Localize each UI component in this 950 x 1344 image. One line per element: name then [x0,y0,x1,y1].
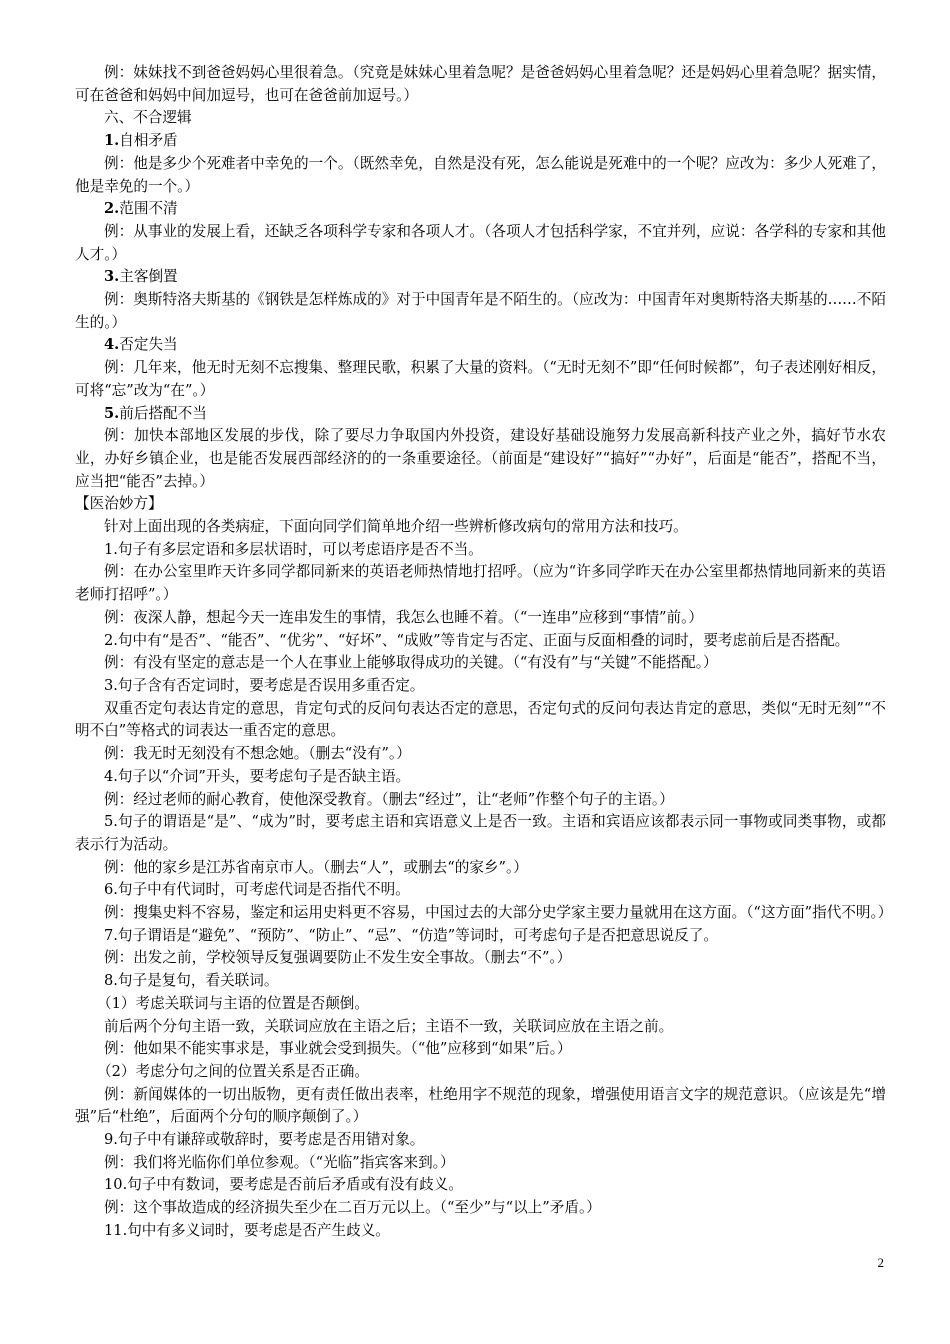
paragraph [75,652,886,675]
paragraph-text: 例：他的家乡是江苏省南京市人。（删去“人”，或删去“的家乡”。） [104,858,528,876]
paragraph [75,493,886,516]
paragraph [75,675,886,698]
paragraph-text: 前后两个分句主语一致，关联词应放在主语之后；主语不一致，关联词应放在主语之前。 [104,1017,674,1035]
paragraph-text: 例：出发之前，学校领导反复强调要防止不发生安全事故。（删去“不”。） [104,949,572,967]
section-heading [75,403,886,426]
paragraph-text: 例：这个事故造成的经济损失至少在二百万元以上。（“至少”与“以上”矛盾。） [104,1199,601,1217]
paragraph-text: 例：新闻媒体的一切出版物，更有责任做出表率，杜绝用字不规范的现象，增强使用语言文字的规范意识。（应该是先“增强”后“杜绝”，后面两个分句的顺序颠倒了。） [75,1085,886,1126]
paragraph [75,789,886,812]
paragraph [75,698,886,743]
page-number: 2 [877,1255,884,1270]
paragraph [75,357,886,402]
paragraph-text: 7.句子谓语是“避免”、“预防”、“防止”、“忌”、“仿造”等词时，可考虑句子是否把意思说反了。 [104,926,718,944]
paragraph-text: （2）考虑分句之间的位置关系是否正确。 [97,1062,369,1080]
paragraph-text: 5.句子的谓语是“是”、“成为”时，要考虑主语和宾语意义上是否一致。主语和宾语应该都表示同一事物或同类事物，或都表示行为活动。 [75,813,886,853]
paragraph [75,766,886,789]
section-heading [75,198,886,221]
paragraph [75,1129,886,1152]
paragraph [75,1220,886,1243]
paragraph-text: 例：有没有坚定的意志是一个人在事业上能够取得成功的关键。（“有没有”与“关键”不能搭配。） [104,654,718,672]
paragraph [75,902,893,925]
paragraph [75,539,886,562]
heading-number: 5. [104,404,120,422]
paragraph-text: 【医治妙方】 [75,495,163,513]
paragraph [75,221,886,266]
paragraph-text: 主客倒置 [119,268,178,286]
paragraph-text: 例：夜深人静，想起今天一连串发生的事情，我怎么也睡不着。（“一连串”应移到“事情”前。） [104,608,703,626]
paragraph-text: 3.句子含有否定词时，要考虑是否误用多重否定。 [104,676,425,694]
paragraph-text: 前后搭配不当 [119,404,207,422]
paragraph [75,107,886,130]
paragraph [75,1174,886,1197]
paragraph [75,811,886,856]
paragraph-text: 自相矛盾 [119,132,178,150]
paragraph [75,289,886,334]
paragraph-text: 针对上面出现的各类病症，下面向同学们简单地介绍一些辨析修改病句的常用方法和技巧。 [104,518,688,536]
paragraph-text: 例：奥斯特洛夫斯基的《钢铁是怎样炼成的》对于中国青年是不陌生的。（应改为：中国青年对奥斯特洛夫斯基的……不陌生的。） [75,291,886,331]
paragraph-text: 例：我无时无刻没有不想念她。（删去“没有”。） [104,745,411,763]
paragraph-text: （1）考虑关联词与主语的位置是否颠倒。 [97,994,369,1012]
paragraph-text: 例：经过老师的耐心教育，使他深受教育。（删去“经过”，让“老师”作整个句子的主语。） [104,790,674,808]
paragraph-text: 4.句子以“介词”开头，要考虑句子是否缺主语。 [104,767,411,785]
paragraph-text: 2.句中有“是否”、“能否”、“优劣”、“好坏”、“成败”等肯定与否定、正面与反面相叠的词时，要考虑前后是否搭配。 [104,631,850,649]
paragraph [75,857,886,880]
section-heading [75,130,886,153]
paragraph-text: 六、不合逻辑 [104,109,192,127]
paragraph-text: 否定失当 [119,336,178,354]
paragraph [75,743,886,766]
paragraph [75,630,886,653]
paragraph [75,1152,886,1175]
paragraph [75,62,886,107]
paragraph-text: 11.句中有多义词时，要考虑是否产生歧义。 [104,1221,390,1239]
heading-number: 1. [104,132,120,150]
paragraph [75,516,886,539]
heading-number: 3. [104,268,120,286]
paragraph-text: 10.句子中有数词，要考虑是否前后矛盾或有没有歧义。 [104,1176,463,1194]
document-body [75,62,893,1243]
section-heading [75,266,886,289]
paragraph-text: 例：他如果不能实事求是，事业就会受到损失。（“他”应移到“如果”后。） [104,1040,572,1058]
paragraph [75,993,886,1016]
heading-number: 4. [104,336,120,354]
paragraph [75,970,886,993]
paragraph-text: 8.句子是复句，看关联词。 [104,972,279,990]
paragraph-text: 例：在办公室里昨天许多同学都同新来的英语老师热情地打招呼。（应为“许多同学昨天在办公室里都热情地同新来的英语老师打招呼”。） [75,563,886,604]
paragraph [75,561,886,606]
paragraph-text: 例：加快本部地区发展的步伐，除了要尽力争取国内外投资，建设好基础设施努力发展高新科技产业之外，搞好节水农业，办好乡镇企业，也是能否发展西部经济的的一条重要途径。（前面是“建设好”“搞好”“办好”，后面是“能否”，搭配不当，应当把“能否”去掉。） [75,427,886,490]
paragraph [75,1016,886,1039]
section-heading [75,334,886,357]
paragraph [75,1038,886,1061]
paragraph-text: 范围不清 [119,200,178,218]
paragraph-text: 9.句子中有谦辞或敬辞时，要考虑是否用错对象。 [104,1131,425,1149]
paragraph-text: 例：他是多少个死难者中幸免的一个。（既然幸免，自然是没有死，怎么能说是死难中的一个呢？应改为：多少人死难了，他是幸免的一个。） [75,154,886,195]
paragraph-text: 6.句子中有代词时，可考虑代词是否指代不明。 [104,881,410,899]
paragraph-text: 例：妹妹找不到爸爸妈妈心里很着急。（究竟是妹妹心里着急呢？是爸爸妈妈心里着急呢？还是妈妈心里着急呢？据实情，可在爸爸和妈妈中间加逗号，也可在爸爸前加逗号。） [75,64,886,104]
paragraph [75,153,886,198]
paragraph [75,425,886,493]
paragraph-text: 1.句子有多层定语和多层状语时，可以考虑语序是否不当。 [104,540,483,558]
paragraph [75,1061,886,1084]
paragraph-text: 例：从事业的发展上看，还缺乏各项科学专家和各项人才。（各项人才包括科学家，不宜并列，应说：各学科的专家和其他人才。） [75,222,886,263]
paragraph-text: 例：我们将光临你们单位参观。（“光临”指宾客来到。） [104,1153,455,1171]
paragraph [75,879,886,902]
heading-number: 2. [104,200,120,218]
paragraph [75,925,886,948]
paragraph [75,947,886,970]
paragraph-text: 例：几年来，他无时无刻不忘搜集、整理民歌，积累了大量的资料。（“无时无刻不”即“任何时候都”，句子表述刚好相反，可将“忘”改为“在”。） [75,359,886,399]
paragraph-text: 双重否定句表达肯定的意思，肯定句式的反问句表达否定的意思，否定句式的反问句表达肯定的意思，类似“无时无刻”“不明不白”等格式的词表达一重否定的意思。 [75,699,886,740]
paragraph [75,607,886,630]
paragraph-text: 例：搜集史料不容易，鉴定和运用史料更不容易，中国过去的大部分史学家主要力量就用在这方面。（“这方面”指代不明。） [104,904,893,922]
paragraph [75,1084,886,1129]
paragraph [75,1197,886,1220]
